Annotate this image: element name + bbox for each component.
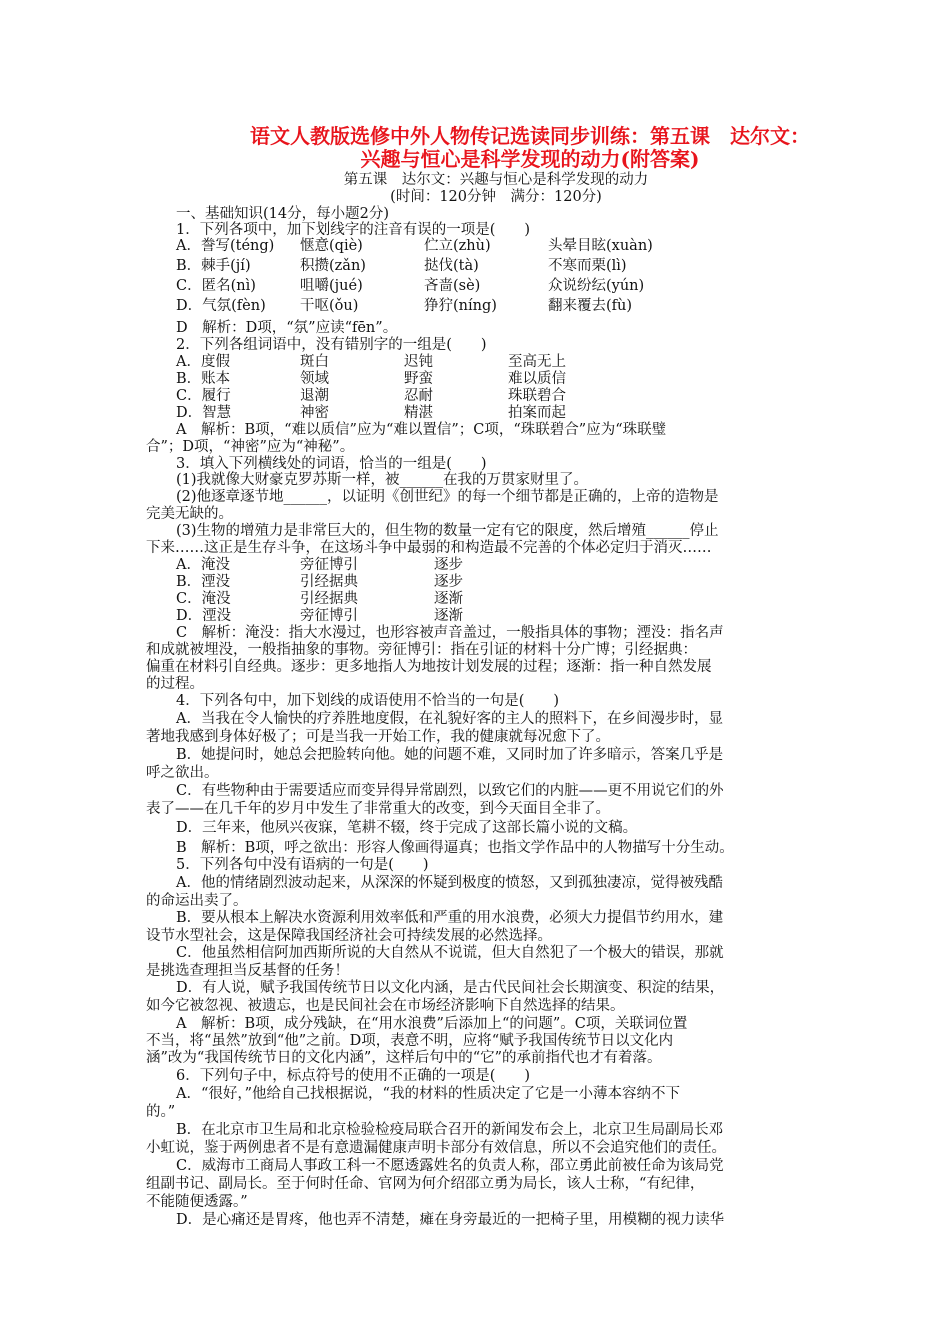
lesson-subtitle: 第五课 达尔文：兴趣与恒心是科学发现的动力 [343, 172, 649, 188]
option-item: 众说纷纭(yún) [548, 278, 645, 294]
option-item: 伫立(zhù) [424, 238, 491, 254]
question-3-sentence-3-cont: 下来……这正是生存斗争，在这场斗争中最弱的和构造最不完善的个体必定归于消灭…… [146, 540, 712, 556]
question-2-option-d [176, 405, 566, 422]
question-3-option-d [176, 608, 463, 625]
question-1-option-c [176, 278, 644, 295]
option-item: 积攒(zǎn) [300, 258, 366, 274]
question-2-option-a [176, 354, 566, 371]
question-5-option-b: B．要从根本上解决水资源利用效率低和严重的用水浪费，必须大力提倡节约用水，建 [176, 910, 724, 926]
question-6-option-c: C．威海市工商局人事政工科一不愿透露姓名的负责人称，邵立勇此前被任命为该局党 [176, 1158, 724, 1174]
question-6-option-c-cont: 不能随便透露。” [146, 1194, 248, 1210]
option-item: 难以质信 [508, 371, 566, 387]
option-item: C．匿名(nì) [176, 278, 256, 294]
option-item: 引经据典 [300, 574, 358, 590]
question-4-option-b-cont: 呼之欲出。 [146, 765, 219, 781]
option-item: 干呕(ǒu) [300, 298, 359, 314]
option-item: 头晕目眩(xuàn) [548, 238, 653, 254]
question-3-option-a [176, 557, 463, 574]
document-title-line-2: 兴趣与恒心是科学发现的动力(附答案) [360, 147, 700, 171]
option-item: 狰狞(níng) [424, 298, 497, 314]
question-4-option-c: C．有些物种由于需要适应而变异得异常剧烈，以致它们的内脏——更不用说它们的外 [176, 783, 724, 799]
option-item: 旁征博引 [300, 557, 358, 573]
question-2-option-b [176, 371, 566, 388]
question-3-option-b [176, 574, 463, 591]
option-item: D．气氛(fèn) [176, 298, 266, 314]
question-4-stem: 4．下列各句中，加下划线的成语使用不恰当的一句是( ) [176, 693, 560, 709]
question-4-option-a: A．当我在令人愉快的疗养胜地度假，在礼貌好客的主人的照料下，在乡间漫步时，显 [176, 711, 723, 727]
option-item: B．湮没 [176, 574, 231, 590]
question-6-option-b-cont: 小虹说，鉴于两例患者不是有意遗漏健康声明卡部分有效信息，所以不会追究他们的责任。 [146, 1140, 726, 1156]
document-title-line-1: 语文人教版选修中外人物传记选读同步训练：第五课 达尔文： [250, 124, 810, 148]
question-5-option-c: C．他虽然相信阿加西斯所说的大自然从不说谎，但大自然犯了一个极大的错误，那就 [176, 945, 724, 961]
question-4-answer: B 解析：B项，呼之欲出：形容人像画得逼真；也指文学作品中的人物描写十分生动。 [176, 840, 734, 856]
question-5-option-b-cont: 设节水型社会，这是保障我国经济社会可持续发展的必然选择。 [146, 928, 552, 944]
option-item: 拍案而起 [508, 405, 566, 421]
option-item: 斑白 [300, 354, 329, 370]
question-6-stem: 6．下列句子中，标点符号的使用不正确的一项是( ) [176, 1068, 531, 1084]
option-item: D．智慧 [176, 405, 232, 421]
option-item: 退潮 [300, 388, 329, 404]
question-5-option-d: D．有人说，赋予我国传统节日以文化内涵，是古代民间社会长期演变、积淀的结果， [176, 980, 725, 996]
question-1-stem: 1．下列各项中，加下划线字的注音有误的一项是( ) [176, 222, 531, 238]
question-6-option-c-cont: 组副书记、副局长。至于何时任命、官网为何介绍邵立勇为局长，该人士称，“有纪律， [146, 1176, 705, 1192]
option-item: 忍耐 [404, 388, 433, 404]
option-item: 挞伐(tà) [424, 258, 479, 274]
question-5-option-d-cont: 如今它被忽视、被遗忘，也是民间社会在市场经济影响下自然选择的结果。 [146, 998, 625, 1014]
option-item: 旁征博引 [300, 608, 358, 624]
question-1-option-a [176, 238, 653, 255]
question-2-answer-cont: 合”；D项，“神密”应为“神秘”。 [146, 439, 355, 455]
question-5-answer: A 解析：B项，成分残缺，在“用水浪费”后添加上“的问题”。C项，关联词位置 [176, 1016, 688, 1032]
question-4-option-d: D．三年来，他夙兴夜寐，笔耕不辍，终于完成了这部长篇小说的文稿。 [176, 820, 638, 836]
option-item: 逐渐 [434, 608, 463, 624]
question-4-option-a-cont: 著地我感到身体好极了；可是当我一开始工作，我的健康就每况愈下了。 [146, 729, 610, 745]
question-5-answer-cont: 涵”改为“我国传统节日的文化内涵”，这样后句中的“它”的承前指代也才有着落。 [146, 1050, 662, 1066]
option-item: 野蛮 [404, 371, 433, 387]
question-5-option-a: A．他的情绪剧烈波动起来，从深深的怀疑到极度的愤怒，又到孤独凄凉，觉得被残酷 [176, 875, 723, 891]
question-6-option-a-cont: 的。” [146, 1104, 176, 1120]
option-item: 领域 [300, 371, 329, 387]
section-heading: 一、基础知识(14分，每小题2分) [176, 206, 389, 222]
question-1-option-d [176, 298, 632, 315]
question-3-sentence-2: (2)他逐章逐节地______，以证明《创世纪》的每一个细节都是正确的，上帝的造物是 [176, 489, 719, 505]
option-item: 珠联碧合 [508, 388, 566, 404]
question-5-answer-cont: 不当，将“虽然”放到“他”之前。D项，表意不明，应将“赋予我国传统节日以文化内 [146, 1033, 674, 1049]
option-item: A．度假 [176, 354, 230, 370]
option-item: B．账本 [176, 371, 231, 387]
question-5-option-a-cont: 的命运出卖了。 [146, 893, 248, 909]
question-5-stem: 5．下列各句中没有语病的一句是( ) [176, 857, 429, 873]
option-item: 逐步 [434, 574, 463, 590]
option-item: D．湮没 [176, 608, 232, 624]
question-6-option-d: D．是心痛还是胃疼，他也弄不清楚，瘫在身旁最近的一把椅子里，用模糊的视力读华 [176, 1212, 725, 1228]
option-item: C．履行 [176, 388, 231, 404]
time-score-line: (时间：120分钟 满分：120分) [390, 189, 602, 205]
option-item: 咀嚼(jué) [300, 278, 363, 294]
question-3-answer-cont: 偏重在材料引自经典。逐步：更多地指人为地按计划发展的过程；逐渐：指一种自然发展 [146, 659, 712, 675]
question-4-option-b: B．她提问时，她总会把脸转向他。她的问题不难，又同时加了许多暗示，答案几乎是 [176, 747, 724, 763]
question-4-option-c-cont: 表了——在几千年的岁月中发生了非常重大的改变，到今天面目全非了。 [146, 801, 610, 817]
question-6-option-a: A．“很好，”他给自己找根据说，“我的材料的性质决定了它是一小薄本容纳不下 [176, 1086, 680, 1102]
question-3-answer-cont: 的过程。 [146, 676, 204, 692]
question-3-sentence-2-cont: 完美无缺的。 [146, 506, 233, 522]
option-item: 至高无上 [508, 354, 566, 370]
question-3-option-c [176, 591, 463, 608]
option-item: 引经据典 [300, 591, 358, 607]
option-item: 神密 [300, 405, 329, 421]
question-3-stem: 3．填入下列横线处的词语，恰当的一组是( ) [176, 456, 487, 472]
option-item: 吝啬(sè) [424, 278, 481, 294]
option-item: 翻来覆去(fù) [548, 298, 633, 314]
option-item: 逐渐 [434, 591, 463, 607]
question-3-sentence-3: (3)生物的增殖力是非常巨大的，但生物的数量一定有它的限度，然后增殖______停止 [176, 523, 719, 539]
question-3-answer-cont: 和成就被埋没，一般指抽象的事物。旁征博引：指在引证的材料十分广博；引经据典： [146, 642, 697, 658]
option-item: 精湛 [404, 405, 433, 421]
question-5-option-c-cont: 是挑选查理担当反基督的任务！ [146, 963, 349, 979]
option-item: A．誊写(téng) [176, 238, 275, 254]
question-3-answer: C 解析：淹没：指大水漫过，也形容被声音盖过，一般指具体的事物；湮没：指名声 [176, 625, 724, 641]
option-item: B．棘手(jí) [176, 258, 251, 274]
option-item: C．淹没 [176, 591, 231, 607]
option-item: 逐步 [434, 557, 463, 573]
option-item: 不寒而栗(lì) [548, 258, 627, 274]
question-1-answer: D 解析：D项，“氛”应读“fēn”。 [176, 320, 398, 336]
option-item: 迟钝 [404, 354, 433, 370]
question-1-option-b [176, 258, 627, 275]
question-2-stem: 2．下列各组词语中，没有错别字的一组是( ) [176, 337, 487, 353]
question-3-sentence-1: (1)我就像大财豪克罗苏斯一样，被______在我的万贯家财里了。 [176, 472, 589, 488]
question-2-option-c [176, 388, 566, 405]
question-6-option-b: B．在北京市卫生局和北京检验检疫局联合召开的新闻发布会上，北京卫生局副局长邓 [176, 1122, 724, 1138]
option-item: 惬意(qiè) [300, 238, 363, 254]
question-2-answer: A 解析：B项，“难以质信”应为“难以置信”；C项，“珠联碧合”应为“珠联璧 [176, 422, 667, 438]
option-item: A．淹没 [176, 557, 230, 573]
